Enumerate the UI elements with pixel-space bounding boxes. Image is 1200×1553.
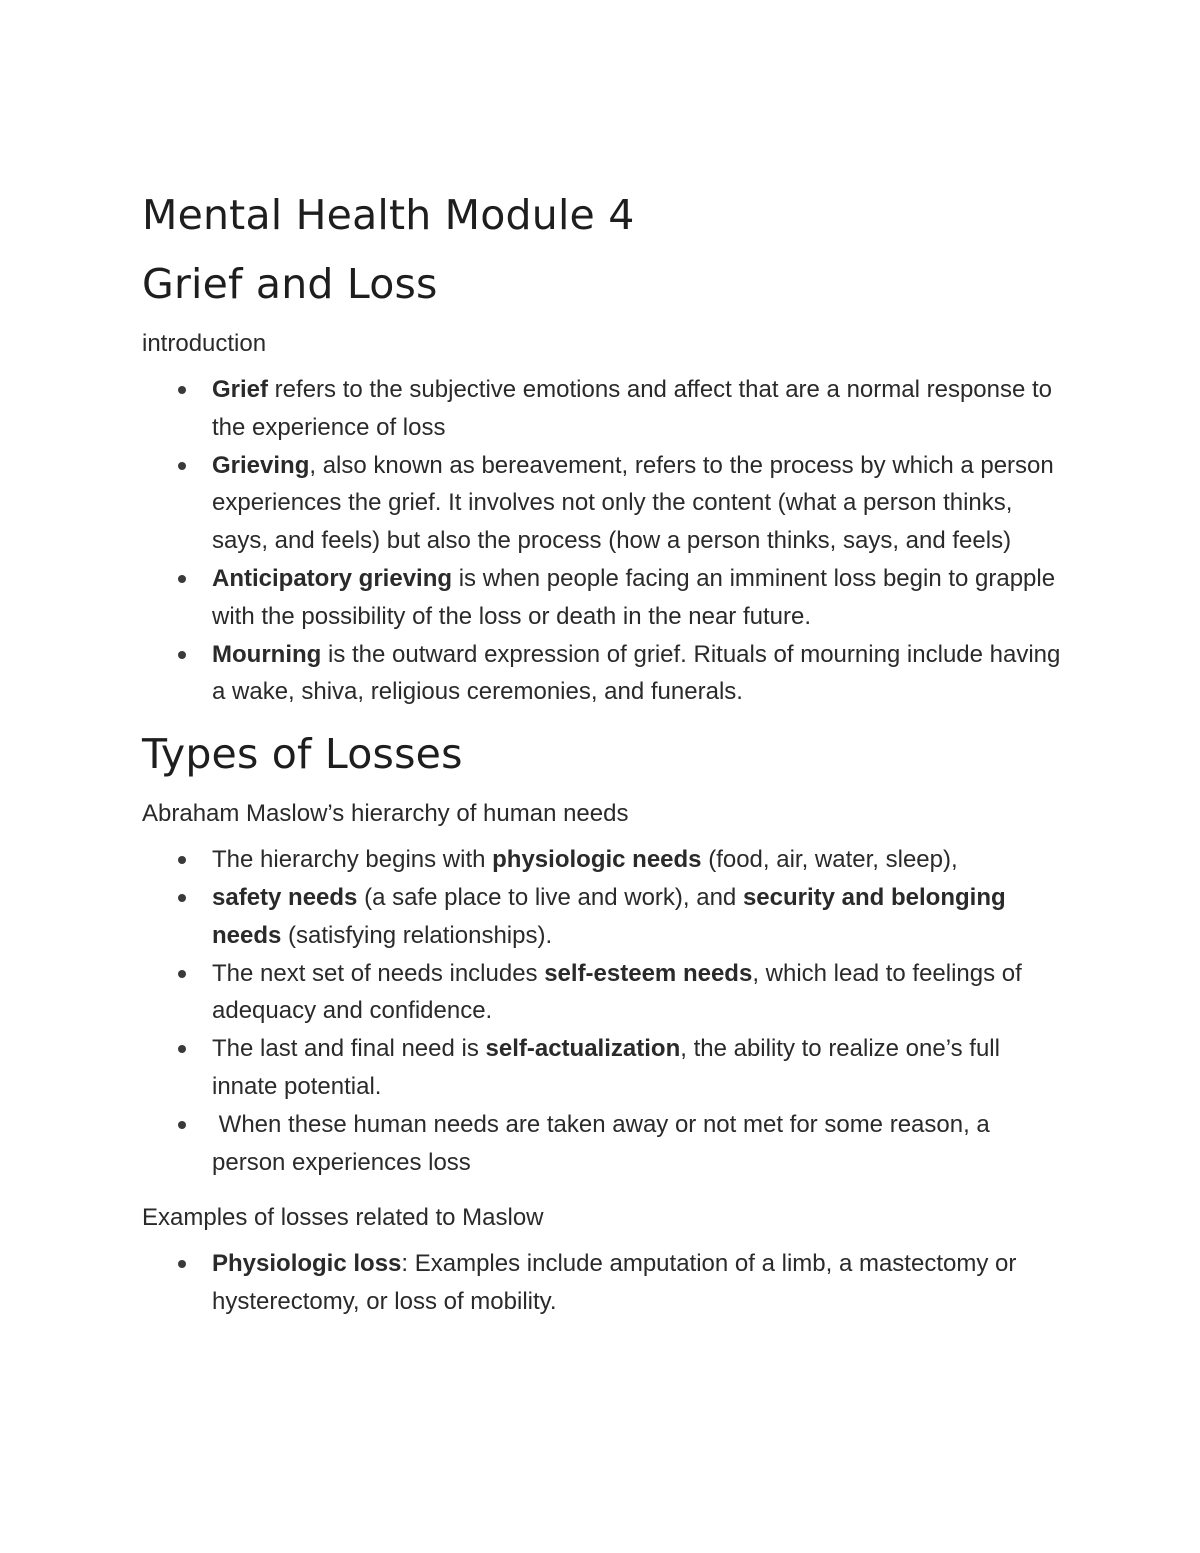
list-item: Physiologic loss: Examples include amputation of a limb, a mastectomy or hysterectomy, or loss of mobility.	[142, 1245, 1062, 1321]
bullet-icon	[178, 462, 186, 470]
document-page	[142, 190, 1062, 1321]
section-title: Types of Losses	[142, 730, 463, 779]
bullet-icon	[178, 575, 186, 583]
document-title: Mental Health Module 4	[142, 191, 635, 239]
list-item: The last and final need is self-actualization, the ability to realize one’s full innate potential.	[142, 1030, 1062, 1106]
list-item: When these human needs are taken away or not met for some reason, a person experiences loss	[142, 1106, 1062, 1182]
intro-list	[142, 371, 1062, 711]
maslow-label: Abraham Maslow’s hierarchy of human needs	[142, 800, 629, 828]
bullet-icon	[178, 1260, 186, 1268]
list-item: Mourning is the outward expression of grief. Rituals of mourning include having a wake, shiva, religious ceremonies, and funerals.	[142, 636, 1062, 712]
list-item: safety needs (a safe place to live and work), and security and belonging needs (satisfying relationships).	[142, 879, 1062, 955]
list-item: Grieving, also known as bereavement, refers to the process by which a person experiences the grief. It involves not only the content (what a person thinks, says, and feels) but also the process (how a person thinks, says, and feels)	[142, 447, 1062, 560]
bullet-icon	[178, 894, 186, 902]
examples-label: Examples of losses related to Maslow	[142, 1204, 544, 1232]
list-item: The hierarchy begins with physiologic needs (food, air, water, sleep),	[142, 841, 1062, 879]
list-item: Grief refers to the subjective emotions and affect that are a normal response to the experience of loss	[142, 371, 1062, 447]
bullet-icon	[178, 970, 186, 978]
bullet-icon	[178, 1045, 186, 1053]
examples-list	[142, 1245, 1062, 1321]
intro-label: introduction	[142, 330, 267, 357]
maslow-list	[142, 841, 1062, 1181]
bullet-icon	[178, 1121, 186, 1129]
bullet-icon	[178, 856, 186, 864]
list-item: The next set of needs includes self-esteem needs, which lead to feelings of adequacy and confidence.	[142, 955, 1062, 1031]
document-subtitle: Grief and Loss	[142, 260, 438, 308]
bullet-icon	[178, 386, 186, 394]
bullet-icon	[178, 651, 186, 659]
list-item: Anticipatory grieving is when people facing an imminent loss begin to grapple with the possibility of the loss or death in the near future.	[142, 560, 1062, 636]
